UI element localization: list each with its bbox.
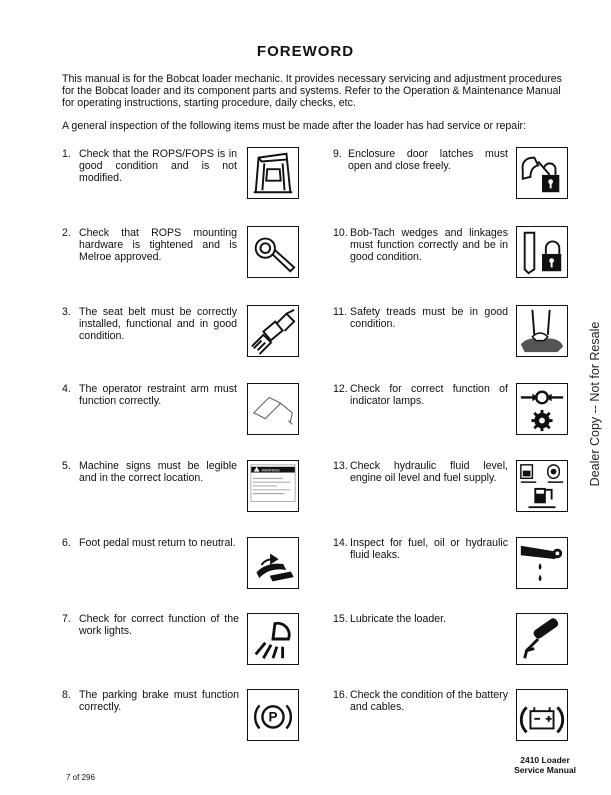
item-text: The operator restraint arm must function correctly. [79, 383, 237, 407]
sign-text: WARNING [261, 468, 280, 473]
item-text: Foot pedal must return to neutral. [79, 537, 236, 549]
grease-gun-icon [516, 613, 568, 665]
manual-title: Service Manual [514, 765, 576, 775]
item-text: Enclosure door latches must open and close freely. [348, 148, 508, 172]
seat-belt-icon [247, 305, 299, 357]
wrench-icon [247, 226, 299, 278]
inspection-intro: A general inspection of the following items must be made after the loader has had service or repair: [62, 120, 527, 132]
item-text: Check that ROPS mounting hardware is tightened and is Melroe approved. [79, 227, 237, 263]
intro-paragraph [62, 73, 582, 109]
item-number: 8. [62, 689, 71, 701]
item-number: 4. [62, 383, 71, 395]
work-light-icon [247, 613, 299, 665]
item-number: 15. [333, 613, 348, 625]
foot-pedal-icon [247, 537, 299, 589]
item-text: Safety treads must be in good condition. [350, 306, 508, 330]
item-text: Check for correct function of indicator lamps. [350, 383, 508, 407]
item-number: 5. [62, 460, 71, 472]
item-number: 3. [62, 306, 71, 318]
item-text: Machine signs must be legible and in the correct location. [79, 460, 237, 484]
item-text: Check that the ROPS/FOPS is in good condition and is not modified. [79, 148, 237, 184]
rops-icon [247, 147, 299, 199]
item-text: Check hydraulic fluid level, engine oil level and fuel supply. [350, 460, 508, 484]
item-text: Check for correct function of the work lights. [79, 613, 239, 637]
item-text: Inspect for fuel, oil or hydraulic fluid leaks. [350, 537, 508, 561]
item-number: 12. [333, 383, 348, 395]
door-latch-icon [516, 147, 568, 199]
item-number: 10. [333, 227, 348, 239]
machine-sign-icon [247, 460, 299, 512]
item-number: 7. [62, 613, 71, 625]
intro-line: for the Bobcat loader and its component parts and systems. Refer to the Operation & Maintenance Manual [62, 85, 561, 97]
item-text: Lubricate the loader. [350, 613, 447, 625]
battery-icon [516, 689, 568, 741]
page-number: 7 of 296 [66, 773, 95, 782]
fluid-level-icon [516, 460, 568, 512]
bob-tach-icon [516, 226, 568, 278]
leak-icon [516, 537, 568, 589]
watermark-text: Dealer Copy -- Not for Resale [588, 321, 602, 487]
item-number: 11. [333, 306, 347, 318]
item-text: Check the condition of the battery and cables. [350, 689, 508, 713]
safety-tread-icon [516, 305, 568, 357]
parking-brake-icon [247, 689, 299, 741]
item-number: 6. [62, 537, 71, 549]
svg-text:P: P [268, 709, 278, 725]
intro-line: This manual is for the Bobcat loader mechanic. It provides necessary servicing and adjustment procedures [62, 73, 562, 85]
manual-name [514, 755, 576, 775]
restraint-arm-icon [247, 383, 299, 435]
item-text: The seat belt must be correctly installed, functional and in good condition. [79, 306, 237, 342]
page-title: FOREWORD [256, 43, 355, 60]
manual-model: 2410 Loader [520, 755, 570, 765]
item-number: 2. [62, 227, 71, 239]
indicator-lamp-icon [516, 383, 568, 435]
item-text: The parking brake must function correctly. [79, 689, 239, 713]
item-text: Bob-Tach wedges and linkages must function correctly and be in good condition. [350, 227, 508, 263]
item-number: 13. [333, 460, 348, 472]
item-number: 14. [333, 537, 348, 549]
item-number: 9. [333, 148, 342, 160]
item-number: 1. [62, 148, 71, 160]
item-number: 16. [333, 689, 348, 701]
intro-line: for operating instructions, starting procedure, daily checks, etc. [62, 97, 356, 109]
